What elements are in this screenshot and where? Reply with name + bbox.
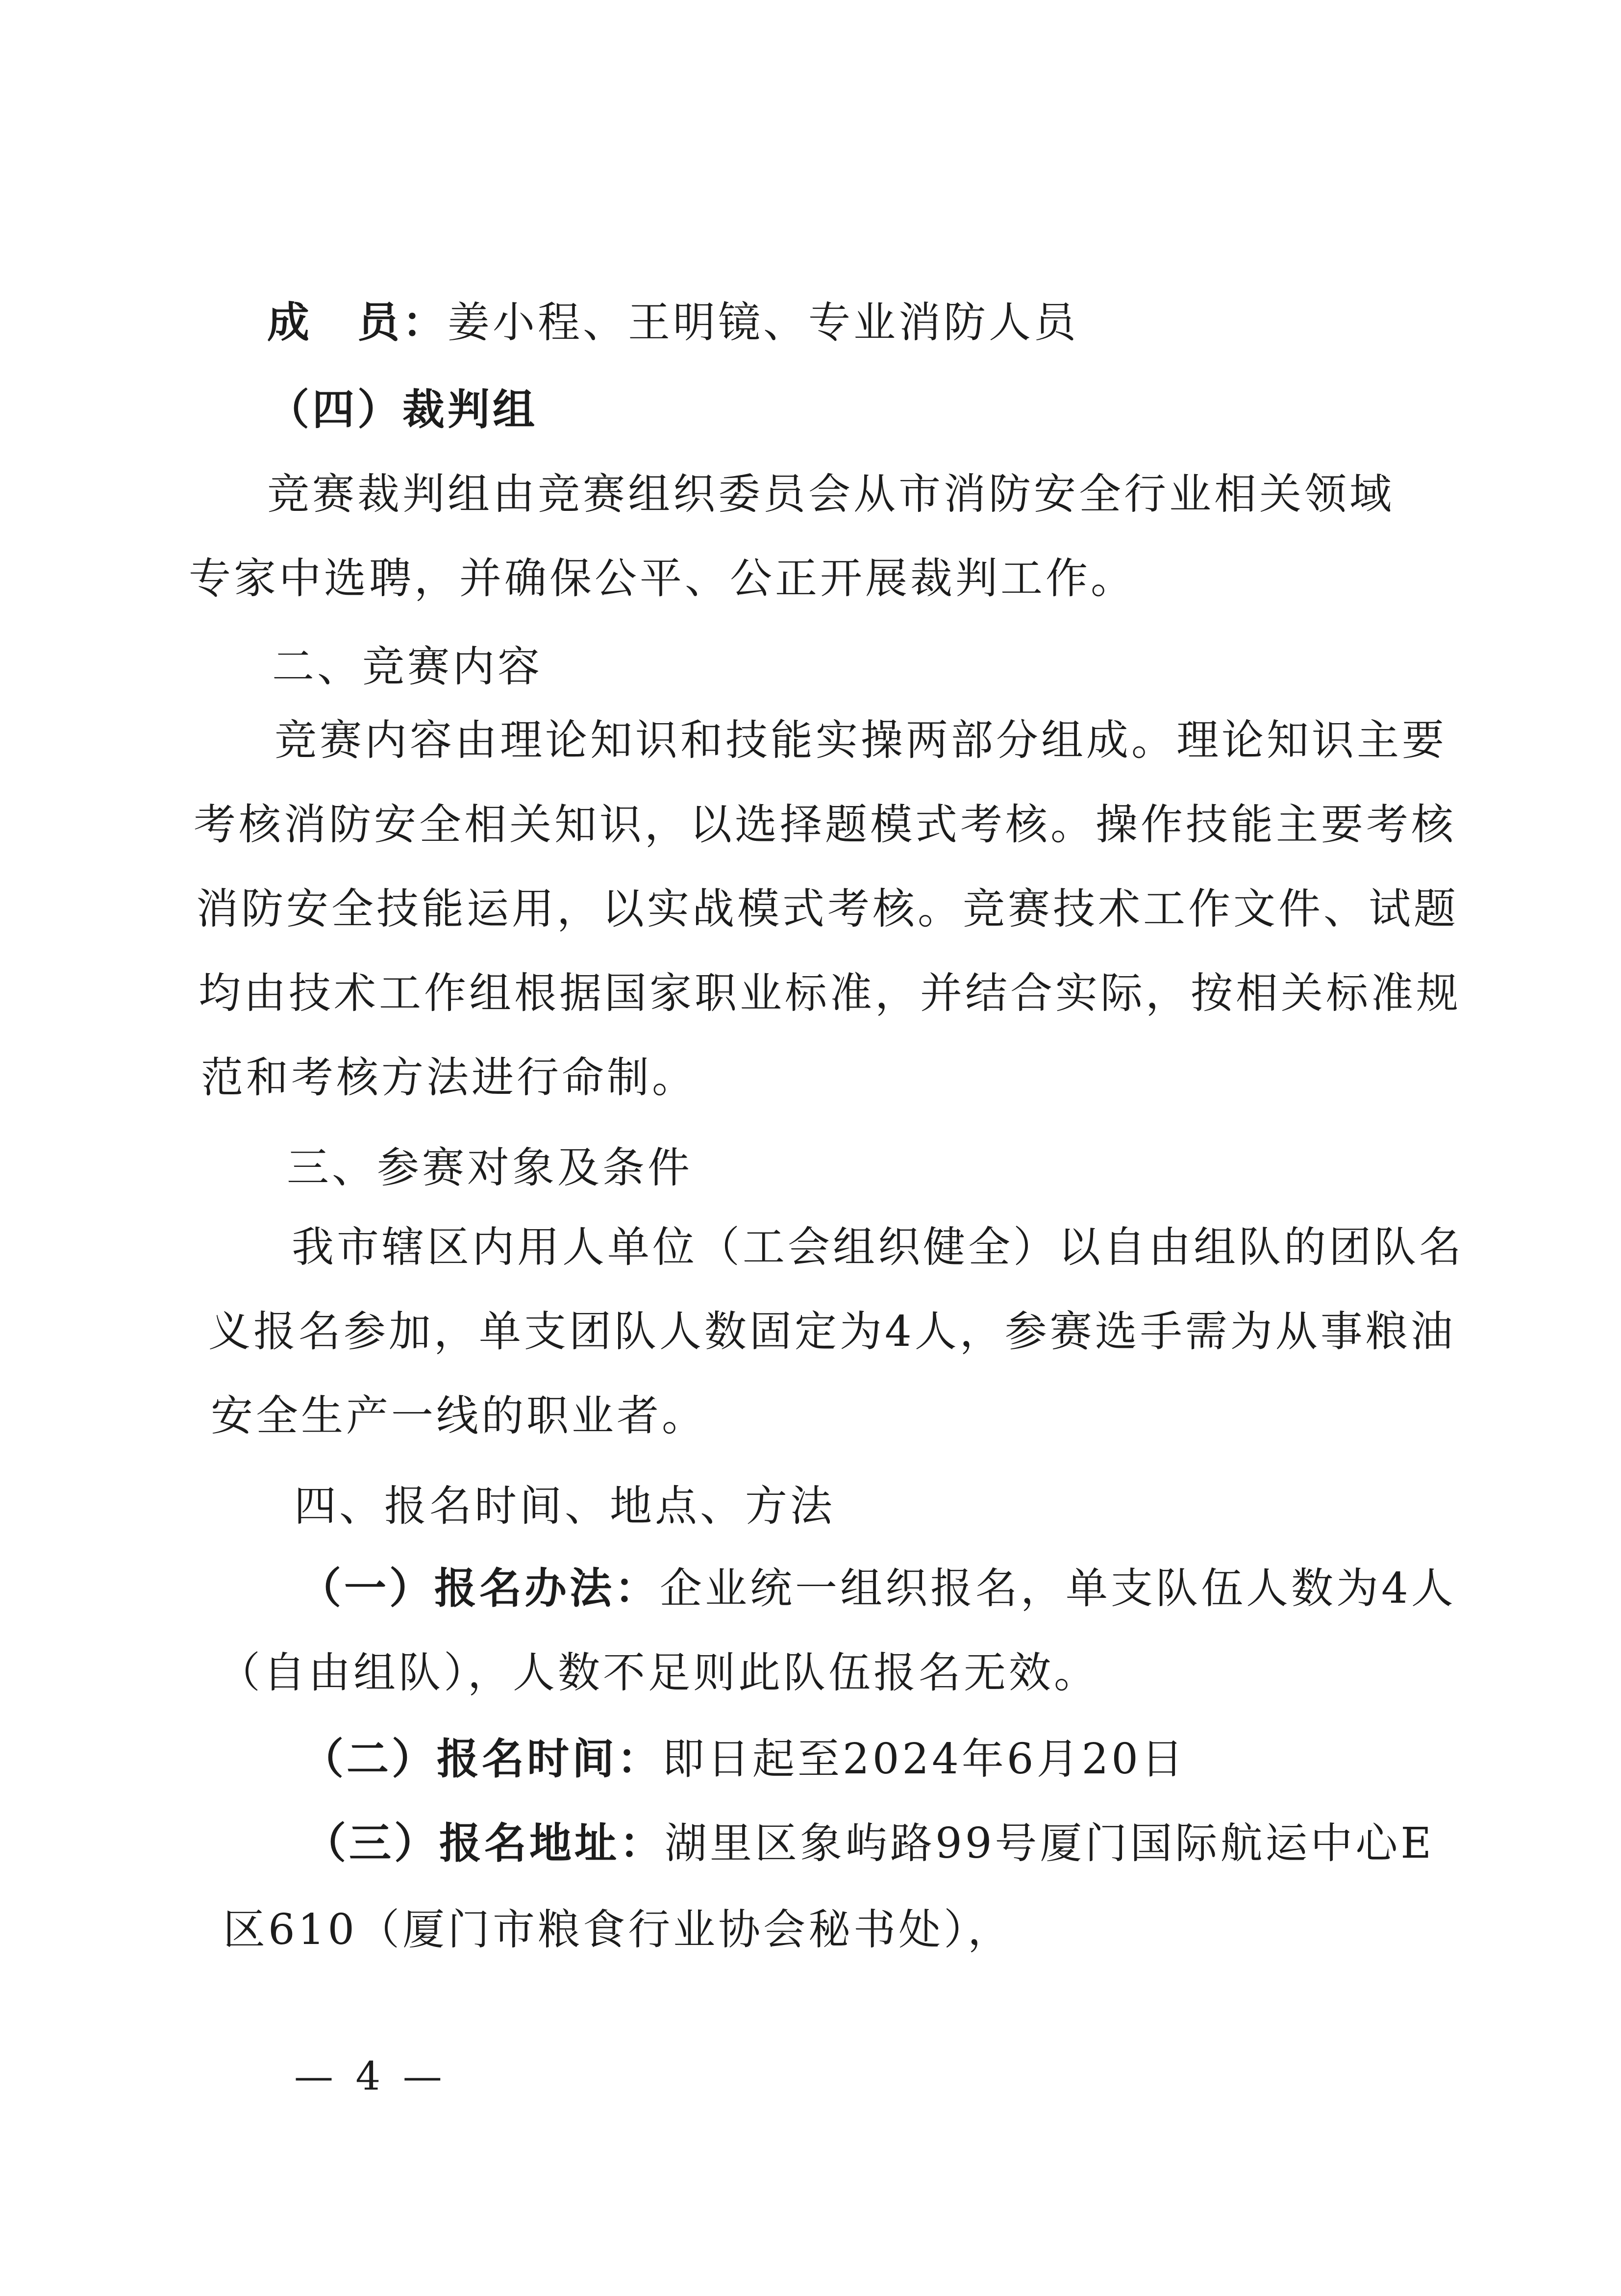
item3-label: （三）报名地址： [304,1819,665,1868]
item3-text: 湖里区象屿路99号厦门国际航运中心E [665,1819,1435,1868]
members-line [267,293,1079,352]
referee-line-1: 竞赛裁判组由竞赛组织委员会从市消防安全行业相关领域 [267,470,1395,519]
section4-item3 [304,1814,1434,1873]
item2-label: （二）报名时间： [301,1735,662,1784]
section2-line-5: 范和考核方法进行命制。 [201,1053,697,1102]
section2-line-2: 考核消防安全相关知识，以选择题模式考核。操作技能主要考核 [194,800,1456,849]
members-label: 成 员： [267,298,448,347]
section4-item3-cont: 区610（厦门市粮食行业协会秘书处）， [223,1905,1013,1954]
section2-line-1: 竞赛内容由理论知识和技能实操两部分组成。理论知识主要 [274,716,1447,765]
item1-text: 企业统一组织报名，单支队伍人数为4人 [660,1564,1456,1613]
section4-item1-cont: （自由组队），人数不足则此队伍报名无效。 [218,1648,1099,1697]
referee-line-2: 专家中选聘，并确保公平、公正开展裁判工作。 [189,554,1136,603]
section2-line-4: 均由技术工作组根据国家职业标准，并结合实际，按相关标准规 [199,969,1461,1018]
item1-label: （一）报名办法： [299,1564,660,1613]
section3-line-3: 安全生产一线的职业者。 [211,1391,707,1440]
section3-line-2: 义报名参加，单支团队人数固定为4人，参赛选手需为从事粮油 [208,1307,1456,1356]
section4-item1 [299,1559,1456,1618]
section4-item2 [301,1730,1186,1789]
item2-text: 即日起至2024年6月20日 [662,1735,1187,1784]
section3-line-1: 我市辖区内用人单位（工会组织健全）以自由组队的团队名 [292,1223,1464,1272]
referee-heading: （四）裁判组 [267,385,538,434]
page-number: — 4 — [294,2053,447,2099]
members-text: 姜小程、王明镜、专业消防人员 [448,298,1079,347]
section2-line-3: 消防安全技能运用，以实战模式考核。竞赛技术工作文件、试题 [196,884,1459,934]
section4-heading: 四、报名时间、地点、方法 [294,1482,835,1531]
section3-heading: 三、参赛对象及条件 [287,1143,693,1192]
section2-heading: 二、竞赛内容 [272,642,543,691]
